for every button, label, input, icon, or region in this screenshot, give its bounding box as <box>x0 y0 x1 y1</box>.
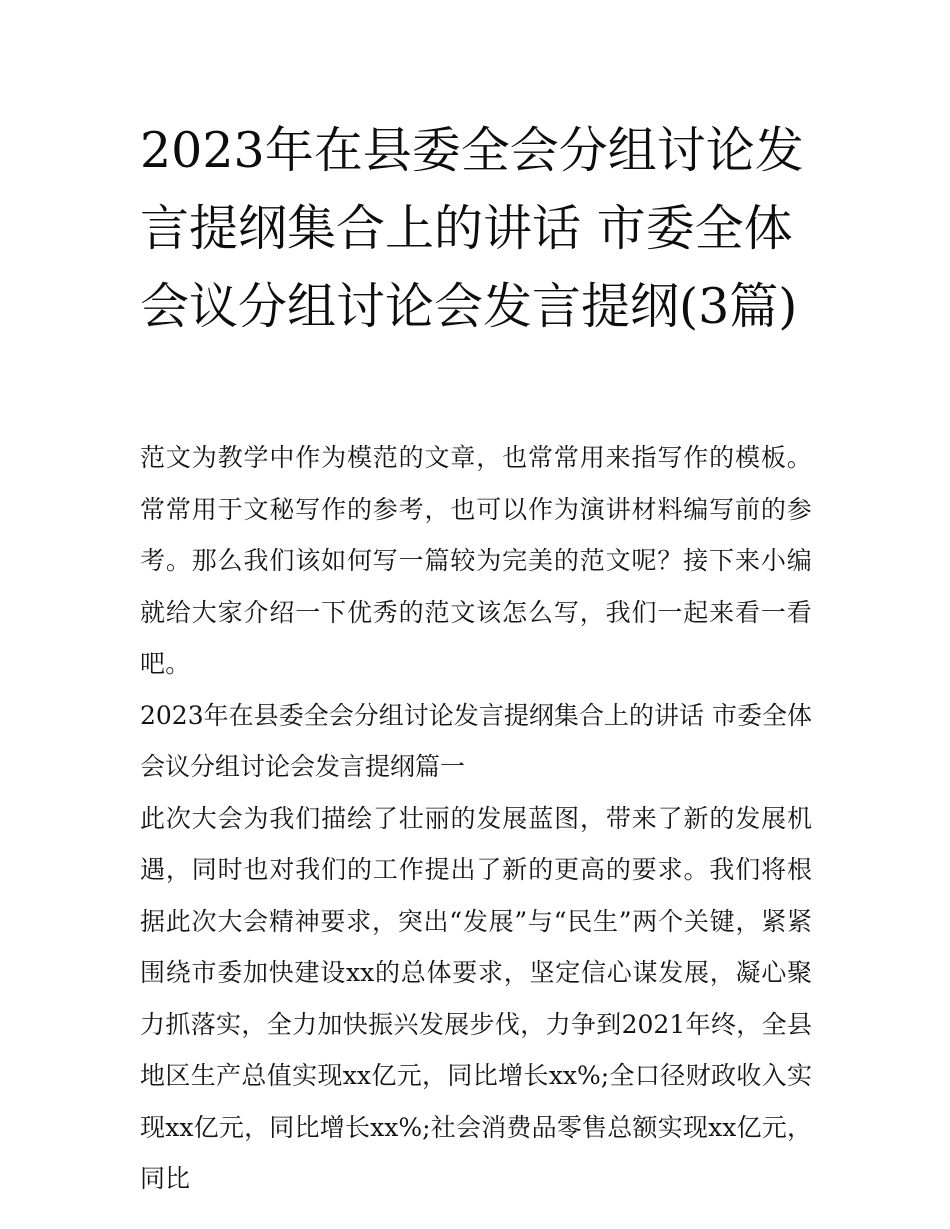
intro-paragraph: 范文为教学中作为模范的文章，也常常用来指写作的模板。常常用于文秘写作的参考，也可以作为演讲材料编写前的参考。那么我们该如何写一篇较为完美的范文呢？接下来小编就给大家介绍一下优秀的范文该怎么写，我们一起来看一看吧。 <box>140 443 812 678</box>
document-body <box>140 432 812 1205</box>
body-paragraph: 此次大会为我们描绘了壮丽的发展蓝图，带来了新的发展机遇，同时也对我们的工作提出了新的更高的要求。我们将根据此次大会精神要求，突出“发展”与“民生”两个关键，紧紧围绕市委加快建设xx的总体要求，坚定信心谋发展，凝心聚力抓落实，全力加快振兴发展步伐，力争到2021年终，全县地区生产总值实现xx亿元，同比增长xx%;全口径财政收入实现xx亿元，同比增长xx%;社会消费品零售总额实现xx亿元，同比 <box>140 803 812 1193</box>
document-title: 2023年在县委全会分组讨论发言提纲集合上的讲话 市委全体会议分组讨论会发言提纲(3篇) <box>140 122 804 335</box>
section-heading: 2023年在县委全会分组讨论发言提纲集合上的讲话 市委全体会议分组讨论会发言提纲篇一 <box>140 700 812 781</box>
